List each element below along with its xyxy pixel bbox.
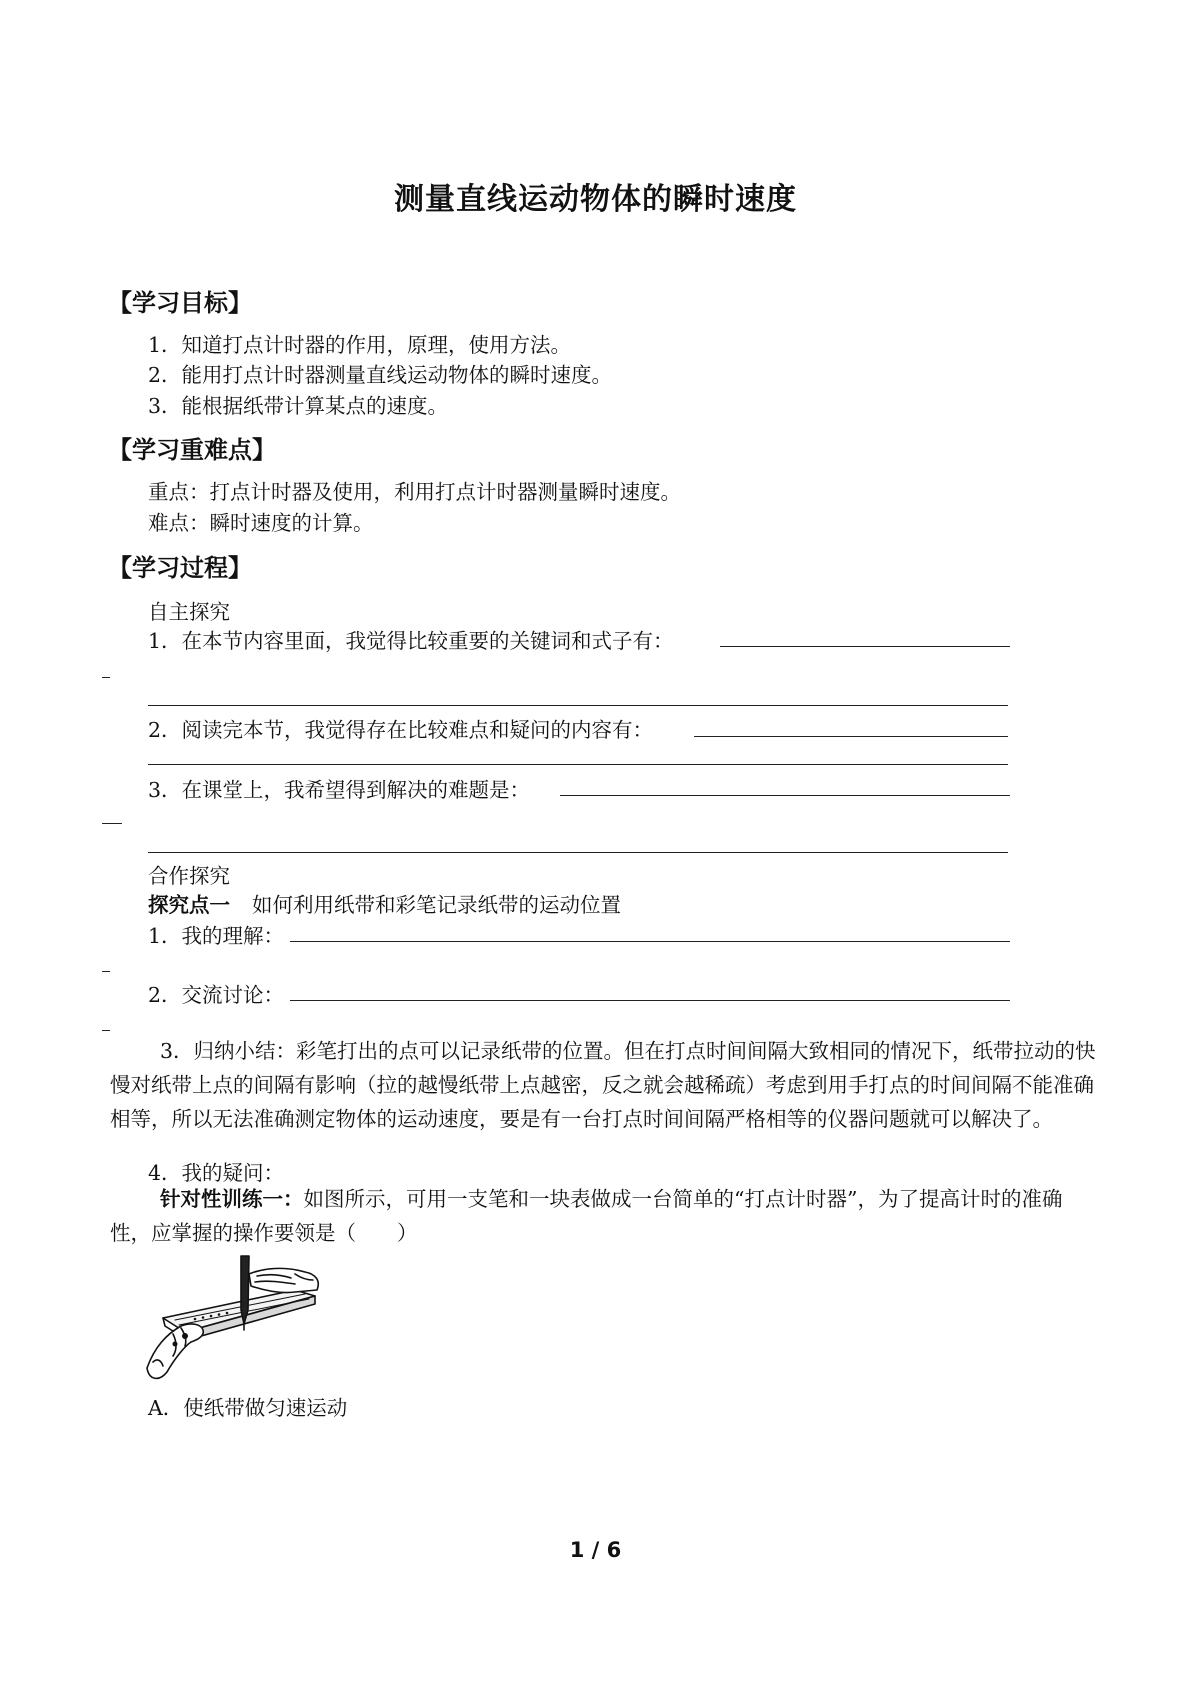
answer-blank-continuation (102, 823, 122, 824)
focus-text: 重点：打点计时器及使用，利用打点计时器测量瞬时速度。 (148, 480, 681, 504)
answer-blank[interactable] (560, 795, 1010, 796)
answer-blank-continuation (102, 677, 110, 678)
answer-blank[interactable] (148, 764, 1008, 765)
self-study-q3: 3．在课堂上，我希望得到解决的难题是： (148, 778, 531, 802)
answer-blank-continuation (102, 1030, 110, 1031)
objective-item: 2．能用打点计时器测量直线运动物体的瞬时速度。 (148, 363, 613, 387)
exercise-label: 针对性训练一： (160, 1187, 304, 1211)
inquiry-point-text: 如何利用纸带和彩笔记录纸带的运动位置 (252, 893, 621, 917)
answer-blank[interactable] (290, 1000, 1010, 1001)
answer-blank[interactable] (694, 736, 1008, 737)
answer-blank[interactable] (290, 941, 1010, 942)
process-heading: 【学习过程】 (108, 554, 252, 582)
option-a: A．使纸带做匀速运动 (148, 1396, 348, 1420)
coop-label: 合作探究 (148, 864, 230, 888)
exercise-text: 如图所示，可用一支笔和一块表做成一台简单的“打点计时器”，为了提高计时的准确性，应掌握的操作要领是（ ） (110, 1187, 1063, 1245)
self-study-label: 自主探究 (148, 600, 230, 624)
timer-illustration (145, 1250, 325, 1390)
difficulty-text: 难点：瞬时速度的计算。 (148, 511, 374, 535)
objective-item: 1．知道打点计时器的作用，原理，使用方法。 (148, 333, 572, 357)
page-number: 1 / 6 (569, 1538, 622, 1562)
key-points-heading: 【学习重难点】 (108, 436, 276, 464)
coop-q2: 2．交流讨论： (148, 983, 285, 1007)
exercise-paragraph (110, 1182, 1102, 1250)
self-study-q2: 2．阅读完本节，我觉得存在比较难点和疑问的内容有： (148, 718, 654, 742)
inquiry-point-label: 探究点一 (148, 893, 230, 917)
objectives-heading: 【学习目标】 (108, 289, 252, 317)
coop-q1: 1．我的理解： (148, 924, 285, 948)
summary-paragraph: 3．归纳小结：彩笔打出的点可以记录纸带的位置。但在打点时间间隔大致相同的情况下，纸带拉动的快慢对纸带上点的间隔有影响（拉的越慢纸带上点越密，反之就会越稀疏）考虑到用手打点的时间间隔不能准确相等，所以无法准确测定物体的运动速度，要是有一台打点时间间隔严格相等的仪器问题就可以解决了。 (110, 1039, 1096, 1131)
answer-blank-continuation (102, 971, 110, 972)
answer-blank[interactable] (148, 705, 1008, 706)
self-study-q1: 1．在本节内容里面，我觉得比较重要的关键词和式子有： (148, 629, 674, 653)
objective-item: 3．能根据纸带计算某点的速度。 (148, 394, 449, 418)
page-title: 测量直线运动物体的瞬时速度 (394, 182, 797, 217)
inquiry-point (148, 888, 621, 918)
coop-q4: 4．我的疑问： (148, 1161, 285, 1185)
answer-blank[interactable] (148, 852, 1008, 853)
answer-blank[interactable] (720, 646, 1010, 647)
